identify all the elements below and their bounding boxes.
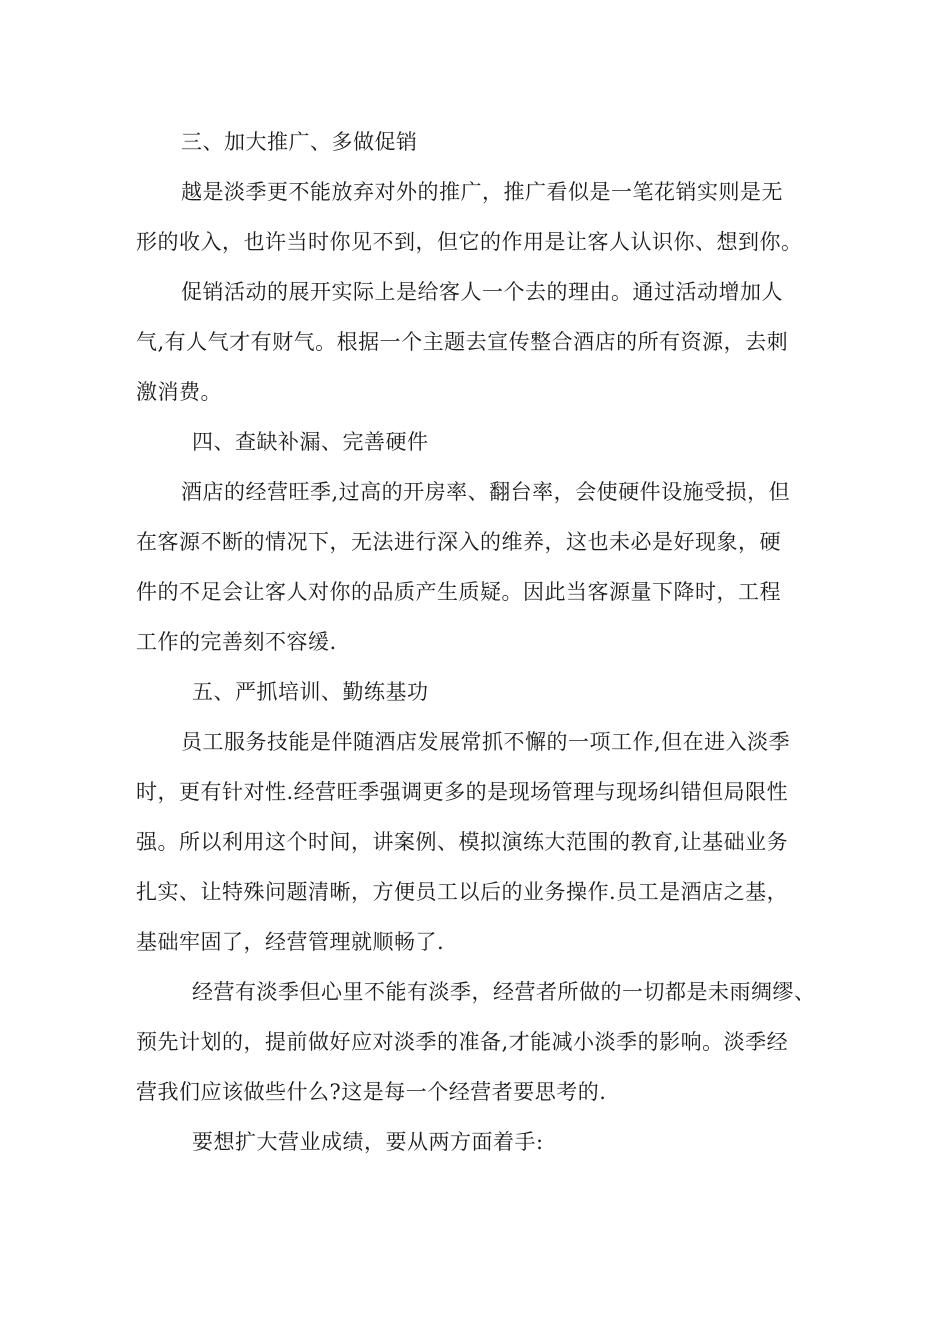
paragraph-line: 扎实、让特殊问题清晰，方便员工以后的业务操作.员工是酒店之基，	[136, 880, 789, 904]
paragraph-line: 在客源不断的情况下，无法进行深入的维养，这也未必是好现象，硬	[136, 530, 781, 554]
paragraph-line: 基础牢固了，经营管理就顺畅了.	[136, 930, 445, 954]
paragraph-line: 强。所以利用这个时间，讲案例、模拟演练大范围的教育,让基础业务	[136, 830, 789, 854]
paragraph-line: 预先计划的，提前做好应对淡季的准备,才能减小淡季的影响。淡季经	[136, 1030, 789, 1054]
paragraph-line: 营我们应该做些什么?这是每一个经营者要思考的.	[136, 1080, 607, 1104]
paragraph-line: 越是淡季更不能放弃对外的推广，推广看似是一笔花销实则是无	[181, 180, 783, 204]
paragraph-line: 时，更有针对性.经营旺季强调更多的是现场管理与现场纠错但局限性	[136, 780, 789, 804]
heading-section-3: 三、加大推广、多做促销	[181, 130, 418, 154]
heading-section-4: 四、查缺补漏、完善硬件	[192, 430, 429, 454]
paragraph-line: 气,有人气才有财气。根据一个主题去宣传整合酒店的所有资源，去刺	[136, 330, 789, 354]
paragraph-line: 激消费。	[136, 380, 222, 404]
paragraph-line: 促销活动的展开实际上是给客人一个去的理由。通过活动增加人	[181, 280, 783, 304]
paragraph-line: 形的收入，也许当时你见不到，但它的作用是让客人认识你、想到你。	[136, 230, 803, 254]
paragraph-line: 要想扩大营业成绩，要从两方面着手:	[192, 1130, 544, 1154]
paragraph-line: 工作的完善刻不容缓.	[136, 630, 337, 654]
paragraph-line: 件的不足会让客人对你的品质产生质疑。因此当客源量下降时，工程	[136, 580, 781, 604]
paragraph-line: 员工服务技能是伴随酒店发展常抓不懈的一项工作,但在进入淡季	[181, 730, 791, 754]
paragraph-line: 经营有淡季但心里不能有淡季，经营者所做的一切都是未雨绸缪、	[192, 980, 816, 1004]
paragraph-line: 酒店的经营旺季,过高的开房率、翻台率，会使硬件设施受损，但	[181, 480, 791, 504]
heading-section-5: 五、严抓培训、勤练基功	[192, 680, 429, 704]
